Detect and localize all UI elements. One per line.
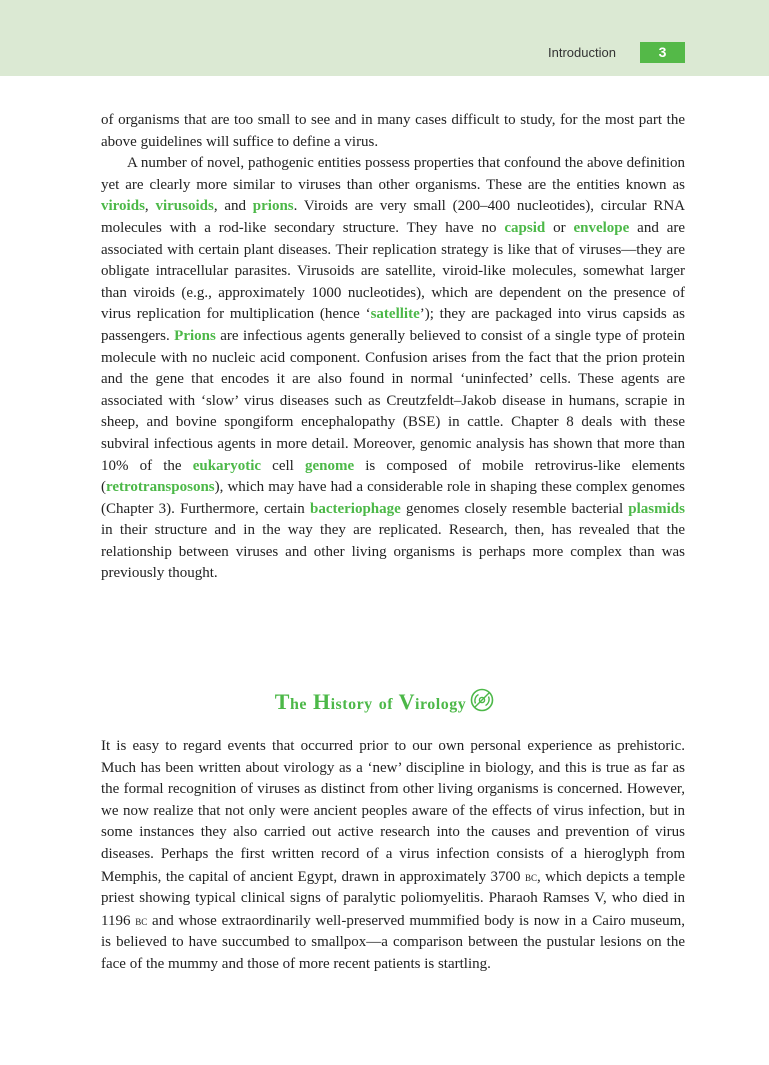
- era-bc: bc: [135, 912, 148, 928]
- heading-smallcaps: istory: [330, 696, 373, 713]
- p2-text: ), which may have had a considerable role in shaping these complex genomes (Chapter 3). Furthermore, certain: [101, 479, 685, 517]
- keyword-viroids: viroids: [101, 198, 145, 215]
- p2-text: , and: [213, 198, 253, 215]
- keyword-prions: prions: [252, 198, 294, 215]
- keyword-plasmids: plasmids: [628, 500, 685, 517]
- keyword-satellite: satellite: [370, 306, 420, 323]
- p2-text: and are associated with certain plant diseases. Their replication strategy is like that of viruses—they are obligate intracellular parasites. Virusoids are satellite, viroid-like molecules, somewhat larger than viroids (e.g., approximately 1000 nucleotides), which are dependent on the presence of virus replication for multiplication (hence ‘: [101, 219, 686, 323]
- paragraph-3: [101, 736, 685, 976]
- cd-disc-icon: [470, 688, 494, 712]
- heading-smallcaps: of: [378, 696, 394, 713]
- p2-text: . Viroids are very small (200–400 nucleotides), circular RNA molecules with a rod-like secondary structure. They have no: [101, 198, 686, 236]
- p2-text: are infectious agents generally believed to consist of a single type of protein molecule with no nucleic acid component. Confusion arises from the fact that the prion protein and the gene that encodes it are also found in normal ‘uninfected’ cells. These agents are associated with ‘slow’ virus diseases such as Creutzfeldt–Jakob disease in humans, scrapie in sheep, and bovine spongiform encephalopathy (BSE) in cattle. Chapter 8 deals with these subviral infectious agents in more detail. Moreover, genomic analysis has shown that more than 10% of the: [101, 327, 685, 474]
- running-head-section: Introduction: [548, 45, 616, 60]
- page-header-band: [0, 0, 769, 76]
- keyword-bacteriophage: bacteriophage: [309, 500, 401, 517]
- p2-text: cell: [261, 457, 305, 474]
- p2-text: is composed of mobile retrovirus-like elements (: [101, 457, 685, 496]
- p2-text: genomes closely resemble bacterial: [400, 500, 629, 517]
- keyword-eukaryotic: eukaryotic: [192, 457, 262, 474]
- keyword-prions-2: Prions: [174, 327, 216, 344]
- heading-smallcaps: he: [289, 696, 307, 713]
- paragraph-2: [101, 153, 685, 585]
- page-number: 3: [640, 42, 685, 63]
- era-bc: bc: [524, 868, 537, 884]
- p3-text: , which depicts a temple priest showing typical clinical signs of paralytic poliomyelitis. Pharaoh Ramses V, who died in 1196: [101, 868, 685, 929]
- paragraph-1: of organisms that are too small to see and in many cases difficult to study, for the most part the above guidelines will suffice to define a virus.: [101, 112, 685, 150]
- heading-letter: H: [312, 689, 331, 714]
- p2-text: in their structure and in the way they are replicated. Research, then, has revealed that the relationship between viruses and other living organisms is perhaps more complex than was previously thought.: [101, 522, 685, 582]
- keyword-virusoids: virusoids: [155, 198, 214, 215]
- keyword-genome: genome: [304, 457, 355, 474]
- keyword-retrotransposons: retrotransposons: [106, 479, 215, 496]
- p3-text: It is easy to regard events that occurred prior to our own personal experience as prehistoric. Much has been written about virology as a ‘new’ discipline in biology, and this is true as far as the formal recognition of viruses as distinct from other living organisms is concerned. However, we now realize that not only were ancient peoples aware of the effects of virus infection, but in some instances they also carried out active research into the causes and prevention of virus diseases. Perhaps the first written record of a virus infection consists of a hieroglyph from Memphis, the capital of ancient Egypt, drawn in approximately 3700: [101, 738, 685, 885]
- p2-text: ,: [144, 198, 156, 215]
- p3-text: and whose extraordinarily well-preserved mummified body is now in a Cairo museum, is believed to have succumbed to smallpox—a comparison between the pustular lesions on the face of the mummy and those of more recent patients is startling.: [101, 912, 685, 972]
- p2-text: ’); they are packaged into virus capsids as passengers.: [101, 306, 685, 344]
- p2-text: or: [545, 219, 574, 236]
- heading-letter: T: [274, 689, 290, 714]
- heading-smallcaps: irology: [415, 696, 467, 713]
- keyword-capsid: capsid: [504, 219, 546, 236]
- body-bottom: [101, 736, 685, 976]
- keyword-envelope: envelope: [573, 219, 630, 236]
- p2-text: A number of novel, pathogenic entities possess properties that confound the above definition yet are clearly more similar to viruses than other organisms. These are the entities known as: [101, 155, 685, 193]
- heading-letter: V: [398, 689, 416, 714]
- section-heading: [0, 688, 769, 715]
- body-top: [101, 110, 685, 585]
